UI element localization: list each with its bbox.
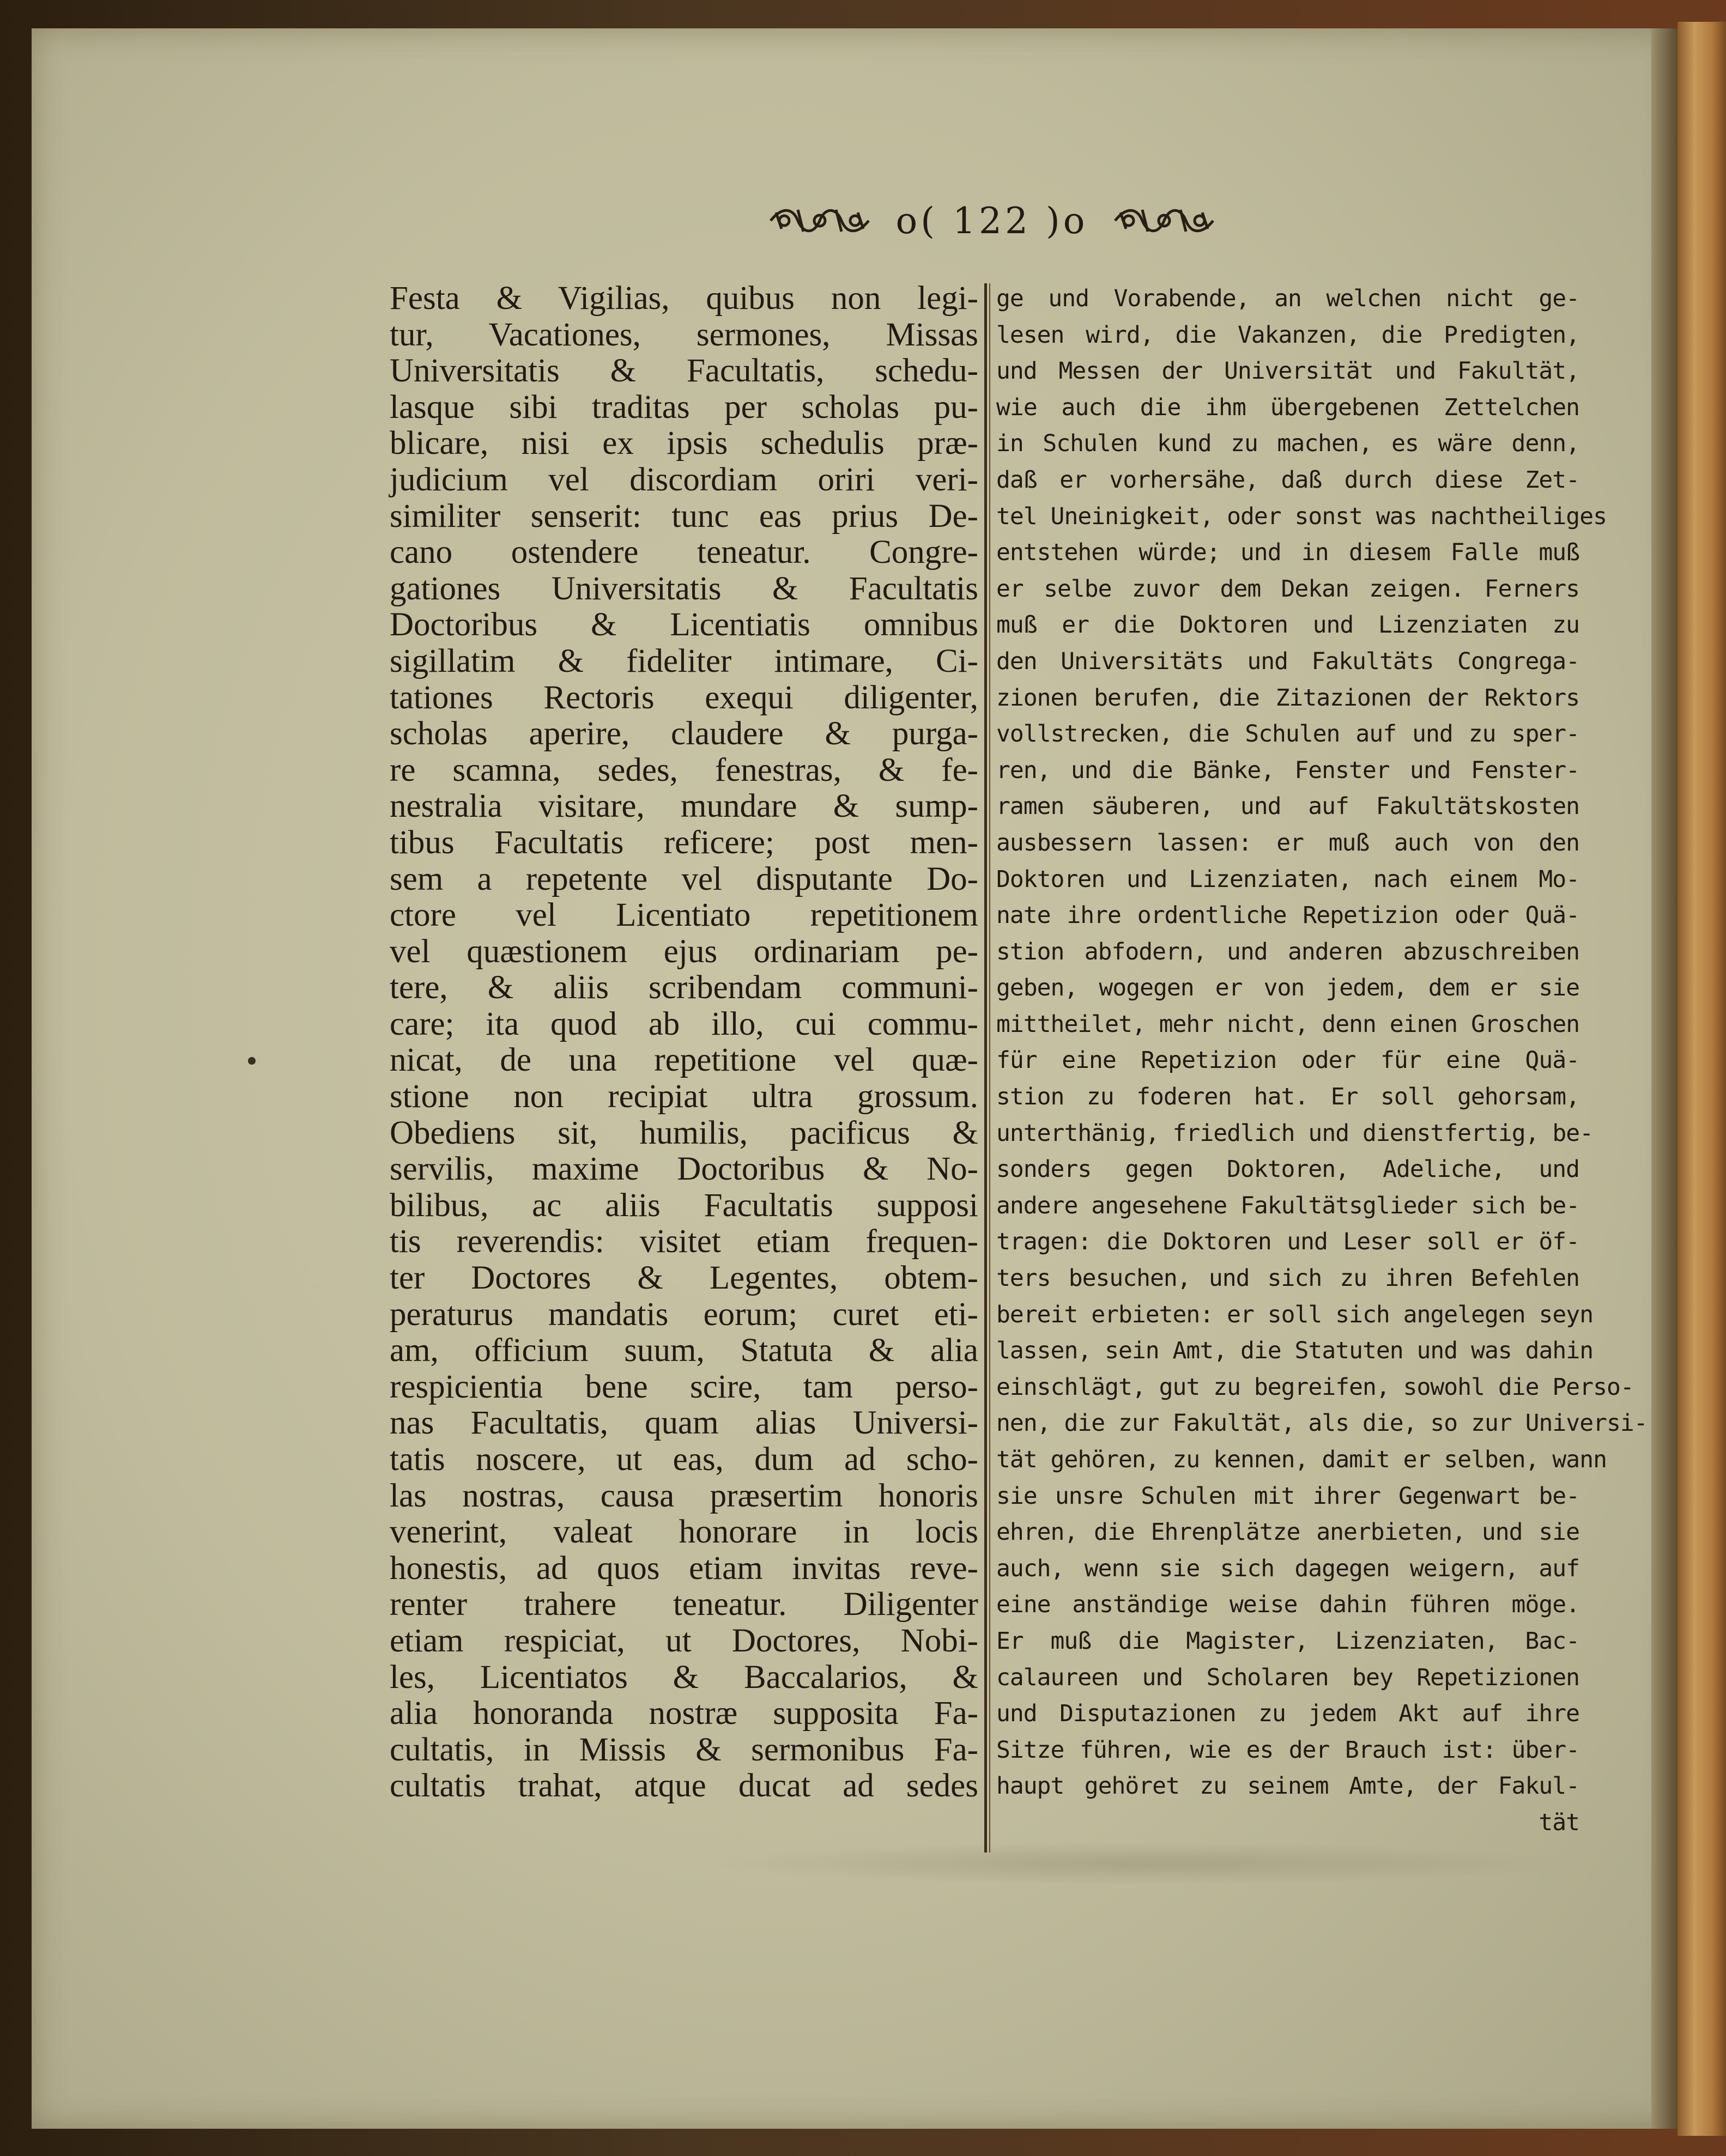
german-text-line: stion zu foderen hat. Er soll gehorsam, <box>996 1083 1579 1111</box>
german-text-line: den Universitäts und Fakultäts Congrega- <box>996 647 1579 675</box>
latin-text-line: Universitatis & Facultatis, schedu- <box>390 353 978 390</box>
latin-text-line: nestralia visitare, mundare & sump- <box>390 788 978 825</box>
latin-text-line: peraturus mandatis eorum; curet eti- <box>390 1296 978 1333</box>
right-ornament-icon <box>1110 202 1219 240</box>
german-text-line: Er muß die Magister, Lizenziaten, Bac- <box>996 1627 1579 1655</box>
german-text-line: vollstrecken, die Schulen auf und zu sper- <box>996 720 1579 748</box>
german-text-line: und Messen der Universität und Fakultät, <box>996 357 1579 385</box>
german-text-line: und Disputazionen zu jedem Akt auf ihre <box>996 1700 1579 1728</box>
latin-text-line: Obediens sit, humilis, pacificus & <box>390 1114 978 1151</box>
latin-text-line: venerint, valeat honorare in locis <box>390 1514 978 1551</box>
latin-text-line: re scamna, sedes, fenestras, & fe- <box>390 751 978 788</box>
latin-text-line: scholas aperire, claudere & purga- <box>390 715 978 752</box>
german-text-line: Sitze führen, wie es der Brauch ist: über- <box>996 1736 1579 1764</box>
german-text-line: in Schulen kund zu machen, es wäre denn, <box>996 430 1579 458</box>
latin-column <box>390 281 978 1805</box>
german-text-line: ausbessern lassen: er muß auch von den <box>996 829 1579 857</box>
german-text-line: lesen wird, die Vakanzen, die Predigten, <box>996 321 1579 349</box>
ink-bleed <box>703 1842 1575 1885</box>
latin-text-line: stione non recipiat ultra grossum. <box>390 1078 978 1115</box>
german-text-line: muß er die Doktoren und Lizenziaten zu <box>996 611 1579 639</box>
german-text-line: zionen berufen, die Zitazionen der Rektors <box>996 684 1579 712</box>
latin-text-line: tationes Rectoris exequi diligenter, <box>390 679 978 716</box>
german-text-line: stion abfodern, und anderen abzuschreiben <box>996 938 1579 965</box>
latin-text-line: cultatis trahat, atque ducat ad sedes <box>390 1768 978 1805</box>
german-text-line: ge und Vorabende, an welchen nicht ge- <box>996 285 1579 312</box>
german-text-line: sie unsre Schulen mit ihrer Gegenwart be- <box>996 1482 1579 1510</box>
column-divider <box>984 283 987 1853</box>
latin-text-line: alia honoranda nostræ supposita Fa- <box>390 1695 978 1732</box>
latin-text-line: vel quæstionem ejus ordinariam pe- <box>390 933 978 970</box>
latin-text-line: sigillatim & fideliter intimare, Ci- <box>390 642 978 679</box>
latin-text-line: nas Facultatis, quam alias Universi- <box>390 1405 978 1442</box>
latin-text-line: Festa & Vigilias, quibus non legi- <box>390 280 978 317</box>
latin-text-line: cultatis, in Missis & sermonibus Fa- <box>390 1731 978 1768</box>
latin-text-line: renter trahere teneatur. Diligenter <box>390 1586 978 1623</box>
german-text-line: entstehen würde; und in diesem Falle muß <box>996 539 1579 567</box>
ink-spot <box>248 1057 256 1065</box>
latin-text-line: sem a repetente vel disputante Do- <box>390 860 978 897</box>
german-text-line: ehren, die Ehrenplätze anerbieten, und sie <box>996 1519 1579 1546</box>
latin-text-line: judicium vel discordiam oriri veri- <box>390 461 978 498</box>
german-text-line: nen, die zur Fakultät, als die, so zur Universi- <box>996 1410 1648 1437</box>
german-text-line: er selbe zuvor dem Dekan zeigen. Ferners <box>996 575 1579 603</box>
german-text-line: geben, wogegen er von jedem, dem er sie <box>996 974 1579 1002</box>
german-text-line: ters besuchen, und sich zu ihren Befehlen <box>996 1265 1579 1292</box>
german-text-line: ramen säuberen, und auf Fakultätskosten <box>996 793 1579 821</box>
latin-text-line: gationes Universitatis & Facultatis <box>390 570 978 607</box>
latin-text-line: am, officium suum, Statuta & alia <box>390 1332 978 1369</box>
german-text-line: sonders gegen Doktoren, Adeliche, und <box>996 1156 1579 1183</box>
german-text-line: auch, wenn sie sich dagegen weigern, auf <box>996 1554 1579 1582</box>
german-text-line: einschlägt, gut zu begreifen, sowohl die Perso- <box>996 1373 1634 1401</box>
latin-text-line: tibus Facultatis reficere; post men- <box>390 824 978 861</box>
german-text-line: daß er vorhersähe, daß durch diese Zet- <box>996 466 1579 494</box>
latin-text-line: bilibus, ac aliis Facultatis supposi <box>390 1187 978 1224</box>
latin-text-line: ctore vel Licentiato repetitionem <box>390 897 978 934</box>
page-number: o( 122 )o <box>895 199 1088 242</box>
latin-text-line: care; ita quod ab illo, cui commu- <box>390 1005 978 1042</box>
german-text-line: lassen, sein Amt, die Statuten und was dahin <box>996 1337 1594 1365</box>
german-text-line: haupt gehöret zu seinem Amte, der Fakul- <box>996 1772 1579 1800</box>
latin-text-line: honestis, ad quos etiam invitas reve- <box>390 1550 978 1587</box>
latin-text-line: Doctoribus & Licentiatis omnibus <box>390 606 978 643</box>
german-column <box>996 281 1648 1841</box>
german-text-line: mittheilet, mehr nicht, denn einen Groschen <box>996 1010 1580 1038</box>
german-text-line: wie auch die ihm übergebenen Zettelchen <box>996 393 1579 421</box>
latin-text-line: cano ostendere teneatur. Congre- <box>390 534 978 571</box>
latin-text-line: respicientia bene scire, tam perso- <box>390 1368 978 1405</box>
german-text-line: bereit erbieten: er soll sich angelegen seyn <box>996 1301 1594 1328</box>
left-ornament-icon <box>765 202 874 240</box>
latin-text-line: tatis noscere, ut eas, dum ad scho- <box>390 1441 978 1478</box>
latin-text-line: les, Licentiatos & Baccalarios, & <box>390 1659 978 1696</box>
german-text-line: tät <box>1539 1808 1579 1836</box>
latin-text-line: similiter senserit: tunc eas prius De- <box>390 497 978 535</box>
latin-text-line: tur, Vacationes, sermones, Missas <box>390 316 978 353</box>
german-text-line: nate ihre ordentliche Repetizion oder Quä- <box>996 902 1579 930</box>
latin-text-line: lasque sibi traditas per scholas pu- <box>390 388 978 426</box>
german-text-line: tragen: die Doktoren und Leser soll er öf- <box>996 1228 1579 1256</box>
page-gutter <box>1651 28 1677 2129</box>
german-text-line: calaureen und Scholaren bey Repetizionen <box>996 1663 1579 1691</box>
latin-text-line: nicat, de una repetitione vel quæ- <box>390 1042 978 1079</box>
german-text-line: andere angesehene Fakultätsglieder sich be- <box>996 1192 1580 1219</box>
german-text-line: Doktoren und Lizenziaten, nach einem Mo- <box>996 865 1579 893</box>
german-text-line: tät gehören, zu kennen, damit er selben, wann <box>996 1446 1607 1473</box>
latin-text-line: tis reverendis: visitet etiam frequen- <box>390 1223 978 1260</box>
latin-text-line: blicare, nisi ex ipsis schedulis præ- <box>390 425 978 462</box>
book-edge <box>1677 22 1726 2136</box>
german-text-line: tel Uneinigkeit, oder sonst was nachtheiliges <box>996 502 1607 530</box>
german-text-line: für eine Repetizion oder für eine Quä- <box>996 1047 1579 1074</box>
latin-text-line: tere, & aliis scribendam communi- <box>390 969 978 1006</box>
latin-text-line: servilis, maxime Doctoribus & No- <box>390 1151 978 1188</box>
german-text-line: ren, und die Bänke, Fenster und Fenster- <box>996 756 1579 784</box>
latin-text-line: etiam respiciat, ut Doctores, Nobi- <box>390 1622 978 1659</box>
german-text-line: unterthänig, friedlich und dienstfertig, be- <box>996 1119 1594 1147</box>
column-divider-thin <box>989 283 990 1853</box>
german-text-line: eine anständige weise dahin führen möge. <box>996 1591 1579 1619</box>
latin-text-line: ter Doctores & Legentes, obtem- <box>390 1260 978 1297</box>
latin-text-line: las nostras, causa præsertim honoris <box>390 1477 978 1514</box>
running-header <box>752 193 1232 248</box>
